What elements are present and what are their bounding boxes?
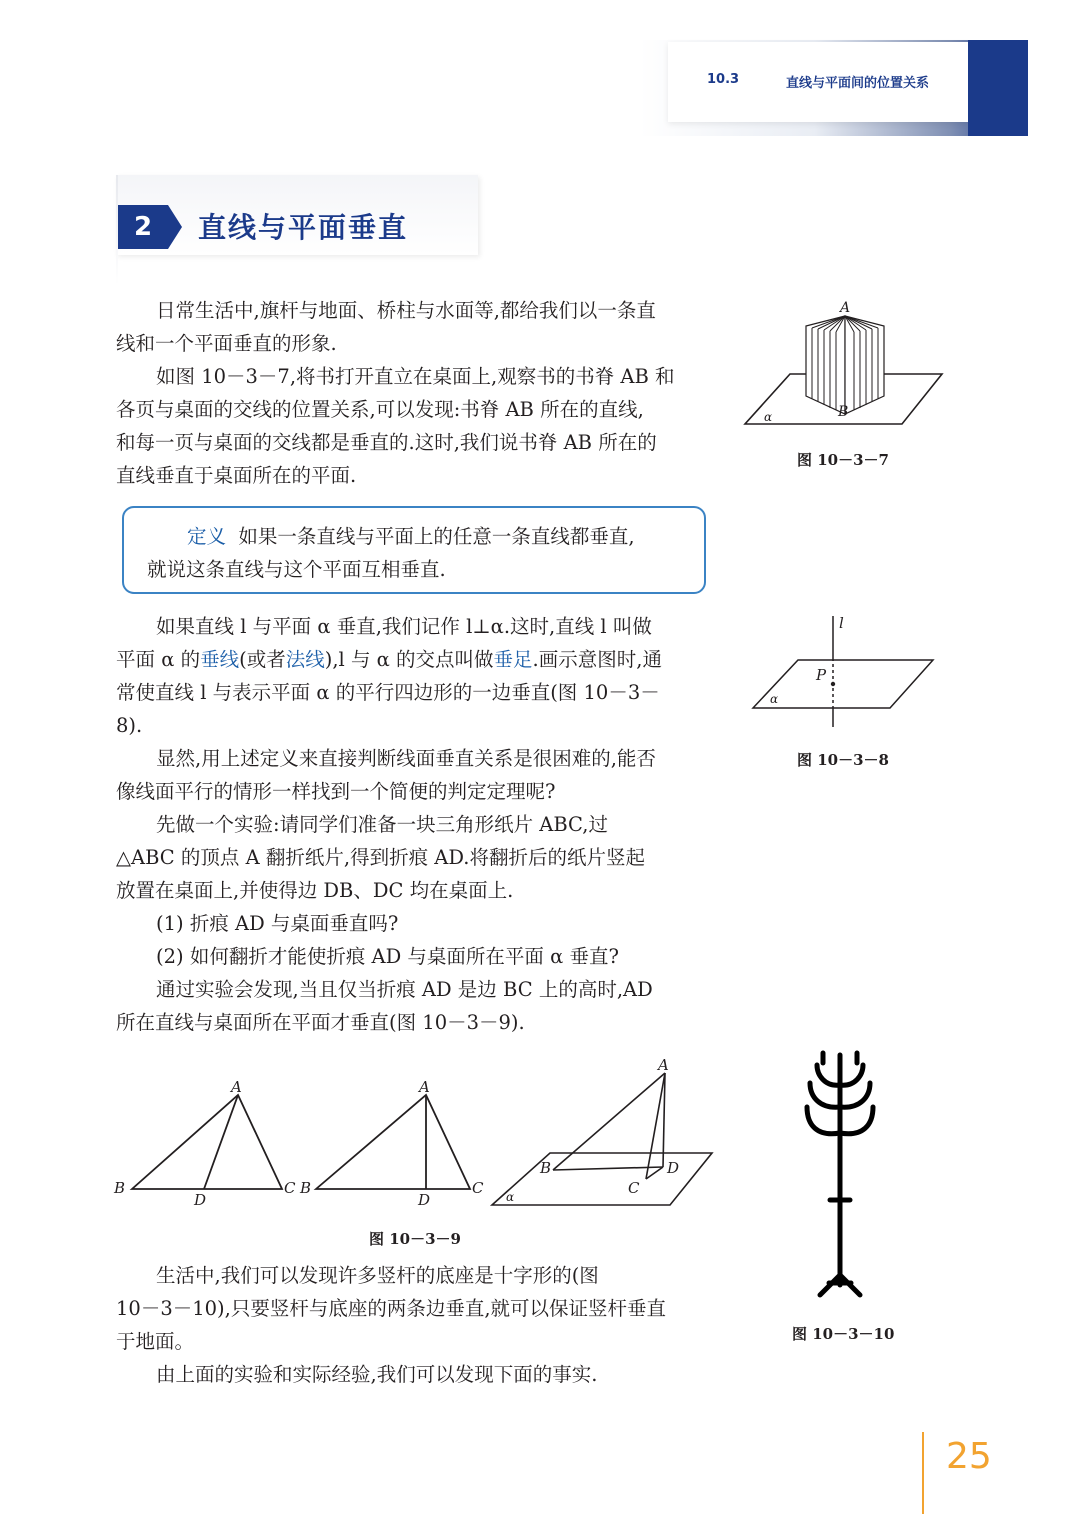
section-badge: 2 xyxy=(118,205,168,249)
paragraph-3: 如果直线 l 与平面 α 垂直,我们记作 l⊥α.这时,直线 l 叫做 平面 α 的垂线(或者法线),l 与 α 的交点叫做垂足.画示意图时,通 常使直线 l 与表示平面 α 的平行四边形的一边垂直(图 10－3－ 8). xyxy=(116,615,662,737)
figure-10-3-7-caption: 图 10－3－7 xyxy=(797,451,889,469)
fig9-t3-D: D xyxy=(667,1159,680,1177)
fig9-t3-B: B xyxy=(540,1159,552,1177)
figure-10-3-9-triangles xyxy=(110,1055,730,1215)
section-badge-arrow xyxy=(168,205,182,249)
fig9-t1-C: C xyxy=(284,1179,296,1197)
fig7-label-A: A xyxy=(840,300,851,316)
fig9-t1-B: B xyxy=(114,1179,126,1197)
fig9-t2-C: C xyxy=(472,1179,484,1197)
fig9-t2-D: D xyxy=(418,1191,431,1209)
definition-label: 定义 xyxy=(187,525,227,548)
figure-10-3-10-coat-rack xyxy=(795,1045,885,1305)
figure-10-3-10-caption: 图 10－3－10 xyxy=(792,1325,895,1343)
fig9-t1-A: A xyxy=(231,1078,242,1096)
header-section-title: 直线与平面间的位置关系 xyxy=(786,76,930,91)
fig9-t2-A: A xyxy=(419,1078,430,1096)
definition-text: 定义 如果一条直线与平面上的任意一条直线都垂直, 就说这条直线与这个平面互相垂直. xyxy=(147,525,635,581)
question-1: (1) 折痕 AD 与桌面垂直吗? xyxy=(156,912,399,935)
page-number: 25 xyxy=(946,1436,992,1477)
figure-10-3-8-line-plane xyxy=(750,612,940,732)
paragraph-8: 由上面的实验和实际经验,我们可以发现下面的事实. xyxy=(156,1363,598,1386)
fig9-t3-C: C xyxy=(628,1179,640,1197)
term-normal-line: 法线 xyxy=(285,648,325,671)
fig7-label-alpha: α xyxy=(764,410,773,424)
header-section-number: 10.3 xyxy=(707,72,740,87)
fig9-t1-D: D xyxy=(194,1191,207,1209)
paragraph-1: 日常生活中,旗杆与地面、桥柱与水面等,都给我们以一条直 线和一个平面垂直的形象. xyxy=(116,299,656,355)
paragraph-6: 通过实验会发现,当且仅当折痕 AD 是边 BC 上的高时,AD 所在直线与桌面所在平面才垂直(图 10－3－9). xyxy=(116,978,653,1034)
fig8-label-l: l xyxy=(839,614,844,632)
figure-10-3-7-book xyxy=(740,296,950,436)
term-perpendicular-line: 垂线 xyxy=(200,648,240,671)
figure-10-3-8-caption: 图 10－3－8 xyxy=(797,751,889,769)
paragraph-7: 生活中,我们可以发现许多竖杆的底座是十字形的(图 10－3－10),只要竖杆与底座的两条边垂直,就可以保证竖杆垂直 于地面。 xyxy=(116,1264,667,1353)
fig8-label-P: P xyxy=(816,666,827,684)
fig9-t3-alpha: α xyxy=(506,1190,515,1204)
paragraph-2: 如图 10－3－7,将书打开直立在桌面上,观察书的书脊 AB 和 各页与桌面的交线的位置关系,可以发现:书脊 AB 所在的直线, 和每一页与桌面的交线都是垂直的.这时,我们说书脊 AB 所在的 直线垂直于桌面所在的平面. xyxy=(116,365,675,487)
figure-10-3-9-caption: 图 10－3－9 xyxy=(369,1230,461,1248)
header-accent-bar xyxy=(968,40,1028,136)
fig9-t2-B: B xyxy=(300,1179,312,1197)
paragraph-4: 显然,用上述定义来直接判断线面垂直关系是很困难的,能否 像线面平行的情形一样找到一个简便的判定定理呢? xyxy=(116,747,656,803)
fig8-label-alpha: α xyxy=(770,692,779,706)
page-number-rule xyxy=(922,1432,924,1514)
paragraph-5: 先做一个实验:请同学们准备一块三角形纸片 ABC,过 △ABC 的顶点 A 翻折纸片,得到折痕 AD.将翻折后的纸片竖起 放置在桌面上,并使得边 DB、DC 均在桌面上. xyxy=(116,813,645,902)
term-foot: 垂足 xyxy=(493,648,533,671)
fig9-t3-A: A xyxy=(658,1056,669,1074)
question-2: (2) 如何翻折才能使折痕 AD 与桌面所在平面 α 垂直? xyxy=(156,945,619,968)
section-title: 直线与平面垂直 xyxy=(198,211,409,244)
fig7-label-B: B xyxy=(838,404,849,420)
